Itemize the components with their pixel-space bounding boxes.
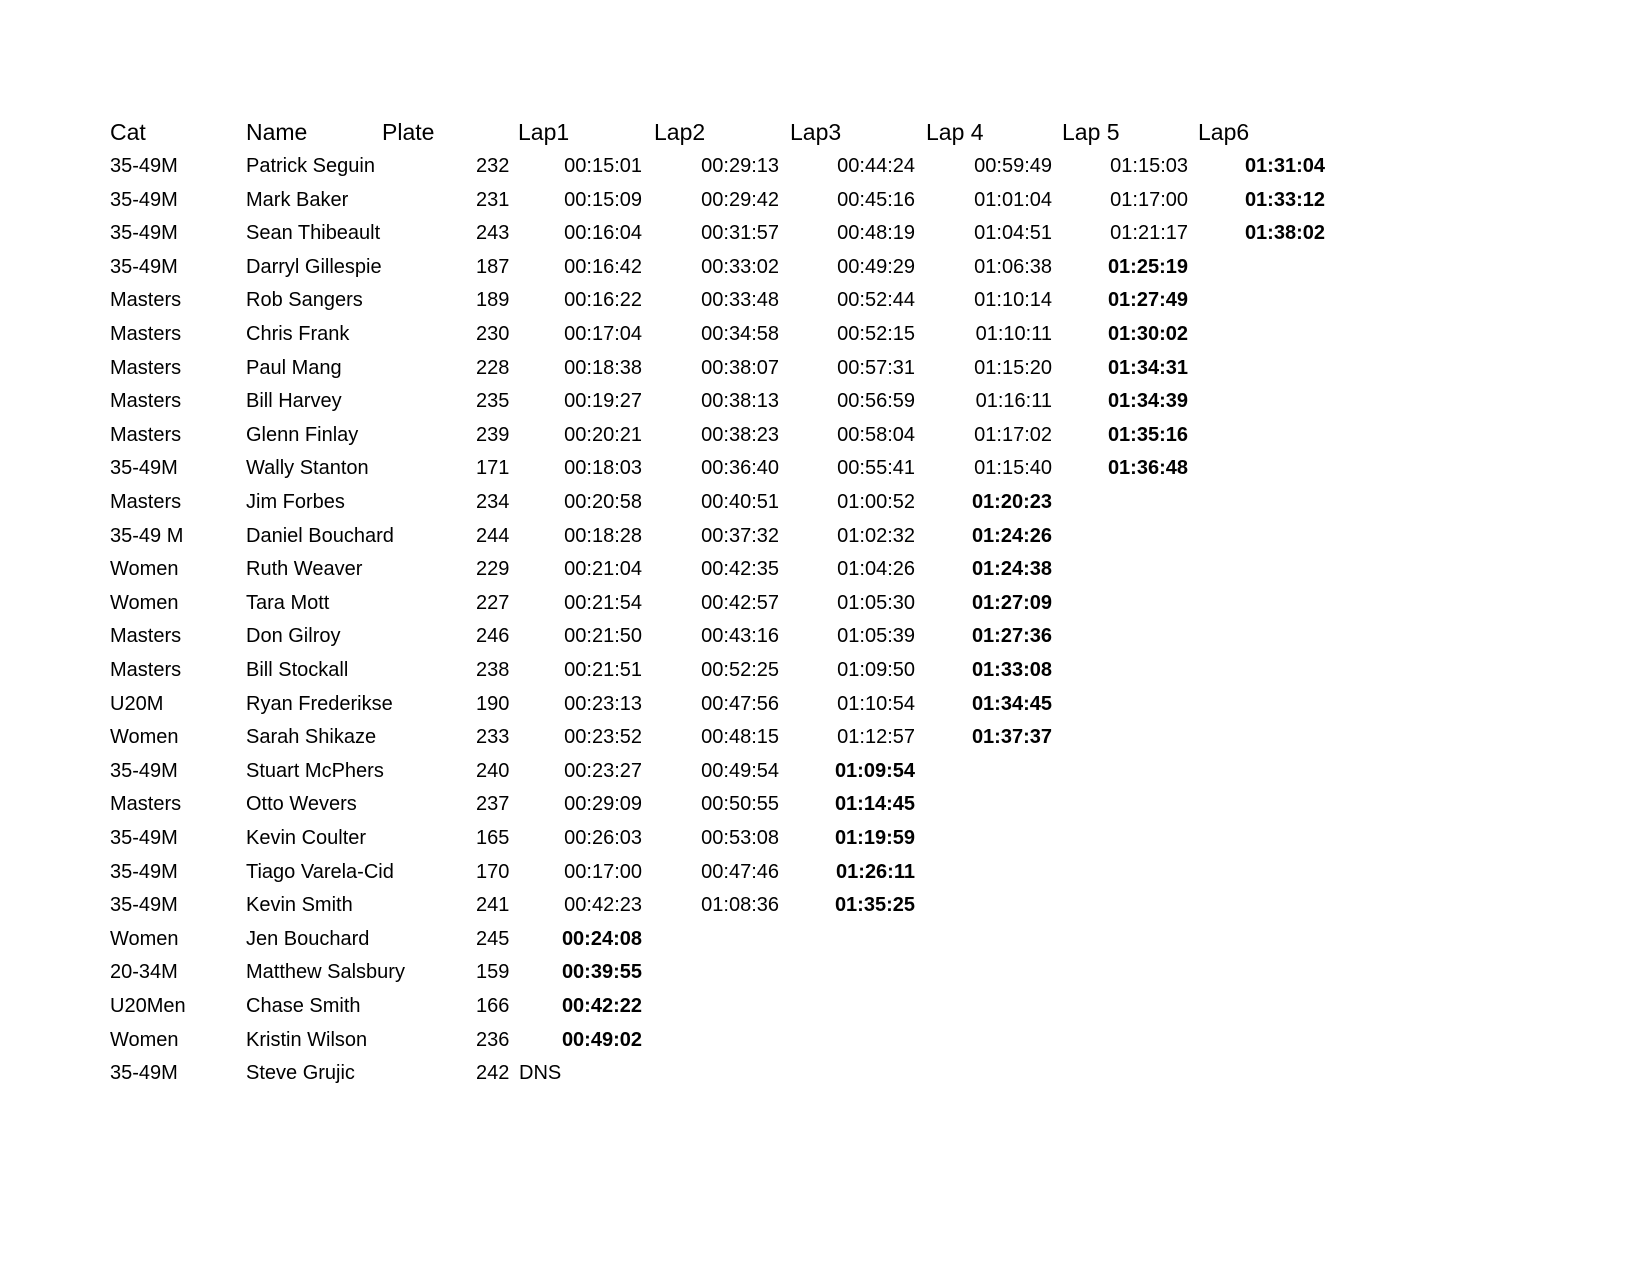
cell-final-time: 01:31:04	[1244, 155, 1325, 177]
cell-plate: 235	[476, 390, 510, 412]
cell-plate: 187	[476, 256, 510, 278]
cell-plate: 189	[476, 289, 510, 311]
cell-cat: Masters	[110, 323, 182, 345]
cell-lap-time: 00:34:58	[701, 323, 779, 345]
cell-lap-time: 01:10:54	[837, 693, 915, 715]
table-row	[0, 419, 1650, 452]
cell-final-time: 00:42:22	[561, 995, 642, 1017]
cell-plate: 239	[476, 424, 510, 446]
cell-name: Sarah Shikaze	[246, 726, 377, 748]
cell-plate: 236	[476, 1029, 510, 1051]
cell-cat: 35-49M	[110, 827, 178, 849]
cell-final-time: 01:27:36	[971, 625, 1052, 647]
cell-lap-time: 00:53:08	[701, 827, 779, 849]
table-row	[0, 822, 1650, 855]
cell-lap-time: 00:49:54	[701, 760, 779, 782]
cell-lap-time: 00:58:04	[837, 424, 915, 446]
cell-name: Matthew Salsbury	[246, 961, 405, 983]
cell-cat: Women	[110, 928, 179, 950]
cell-cat: Women	[110, 1029, 179, 1051]
cell-final-time: 01:20:23	[971, 491, 1052, 513]
cell-final-time: 01:09:54	[834, 760, 915, 782]
cell-lap-time: 00:48:15	[701, 726, 779, 748]
cell-lap-time: 01:15:40	[974, 457, 1052, 479]
cell-lap-time: 00:23:13	[564, 693, 642, 715]
cell-lap-time: 00:18:03	[564, 457, 642, 479]
cell-cat: Women	[110, 558, 179, 580]
cell-name: Ruth Weaver	[246, 558, 363, 580]
cell-lap-time: 00:42:57	[701, 592, 779, 614]
cell-plate: 234	[476, 491, 510, 513]
cell-plate: 165	[476, 827, 510, 849]
cell-lap-time: 00:42:35	[701, 558, 779, 580]
cell-cat: 35-49M	[110, 894, 178, 916]
cell-lap-time: 00:29:09	[564, 793, 642, 815]
cell-plate: 171	[476, 457, 510, 479]
cell-name: Kevin Smith	[246, 894, 353, 916]
cell-lap-time: 00:52:25	[701, 659, 779, 681]
cell-cat: 35-49M	[110, 760, 178, 782]
cell-name: Rob Sangers	[246, 289, 363, 311]
cell-final-time: 01:34:31	[1107, 357, 1188, 379]
table-row	[0, 788, 1650, 821]
cell-final-time: 01:27:09	[971, 592, 1052, 614]
cell-lap-time: 00:57:31	[837, 357, 915, 379]
cell-lap-time: 00:29:42	[701, 189, 779, 211]
cell-final-time: 01:34:39	[1107, 390, 1188, 412]
cell-plate: 170	[476, 861, 510, 883]
cell-cat: 35-49 M	[110, 525, 184, 547]
cell-status: DNS	[519, 1062, 562, 1084]
cell-lap-time: 00:29:13	[701, 155, 779, 177]
cell-lap-time: 00:26:03	[564, 827, 642, 849]
cell-cat: 35-49M	[110, 222, 178, 244]
table-row	[0, 620, 1650, 653]
cell-cat: 35-49M	[110, 256, 178, 278]
cell-lap-time: 00:23:27	[564, 760, 642, 782]
cell-plate: 245	[476, 928, 510, 950]
cell-lap-time: 00:52:44	[837, 289, 915, 311]
cell-lap-time: 01:09:50	[837, 659, 915, 681]
cell-lap-time: 00:37:32	[701, 525, 779, 547]
cell-lap-time: 00:38:13	[701, 390, 779, 412]
cell-lap-time: 00:18:28	[564, 525, 642, 547]
cell-final-time: 00:24:08	[561, 928, 642, 950]
cell-lap-time: 00:15:01	[564, 155, 642, 177]
cell-lap-time: 00:15:09	[564, 189, 642, 211]
cell-plate: 233	[476, 726, 510, 748]
cell-cat: Masters	[110, 424, 182, 446]
cell-cat: Women	[110, 592, 179, 614]
header-row	[0, 116, 1650, 149]
cell-final-time: 00:39:55	[561, 961, 642, 983]
cell-lap-time: 00:16:04	[564, 222, 642, 244]
table-row	[0, 1057, 1650, 1090]
cell-name: Daniel Bouchard	[246, 525, 394, 547]
header-name: Name	[246, 119, 308, 145]
cell-plate: 238	[476, 659, 510, 681]
cell-cat: 35-49M	[110, 1062, 178, 1084]
table-row	[0, 889, 1650, 922]
cell-final-time: 01:25:19	[1107, 256, 1188, 278]
cell-name: Glenn Finlay	[246, 424, 359, 446]
cell-name: Mark Baker	[246, 189, 349, 211]
cell-final-time: 01:34:45	[971, 693, 1052, 715]
header-plate: Plate	[382, 119, 435, 145]
cell-lap-time: 01:05:39	[837, 625, 915, 647]
cell-cat: Masters	[110, 289, 182, 311]
table-row	[0, 520, 1650, 553]
cell-lap-time: 00:42:23	[564, 894, 642, 916]
table-row	[0, 956, 1650, 989]
cell-lap-time: 01:04:51	[974, 222, 1052, 244]
cell-plate: 246	[476, 625, 510, 647]
table-row	[0, 856, 1650, 889]
cell-lap-time: 00:52:15	[837, 323, 915, 345]
cell-plate: 230	[476, 323, 510, 345]
cell-lap-time: 01:16:11	[975, 390, 1052, 412]
table-row	[0, 184, 1650, 217]
cell-cat: 20-34M	[110, 961, 178, 983]
table-row	[0, 990, 1650, 1023]
cell-lap-time: 01:17:00	[1110, 189, 1188, 211]
cell-plate: 190	[476, 693, 510, 715]
cell-plate: 227	[476, 592, 510, 614]
table-row	[0, 755, 1650, 788]
cell-lap-time: 00:19:27	[564, 390, 642, 412]
cell-lap-time: 00:21:04	[564, 558, 642, 580]
cell-final-time: 01:24:38	[971, 558, 1052, 580]
table-row	[0, 1024, 1650, 1057]
cell-lap-time: 00:48:19	[837, 222, 915, 244]
table-row	[0, 654, 1650, 687]
header-lap2: Lap2	[654, 119, 706, 145]
cell-name: Tara Mott	[246, 592, 330, 614]
cell-final-time: 01:30:02	[1107, 323, 1188, 345]
cell-cat: Masters	[110, 357, 182, 379]
cell-lap-time: 00:18:38	[564, 357, 642, 379]
table-row	[0, 217, 1650, 250]
cell-lap-time: 01:17:02	[974, 424, 1052, 446]
cell-lap-time: 01:00:52	[837, 491, 915, 513]
cell-lap-time: 00:47:56	[701, 693, 779, 715]
cell-lap-time: 00:21:50	[564, 625, 642, 647]
cell-name: Don Gilroy	[246, 625, 341, 647]
cell-name: Kevin Coulter	[246, 827, 367, 849]
cell-final-time: 01:38:02	[1244, 222, 1325, 244]
cell-plate: 231	[476, 189, 510, 211]
cell-name: Chase Smith	[246, 995, 361, 1017]
cell-final-time: 01:35:25	[834, 894, 915, 916]
cell-name: Kristin Wilson	[246, 1029, 368, 1051]
cell-lap-time: 00:21:51	[564, 659, 642, 681]
cell-lap-time: 01:05:30	[837, 592, 915, 614]
cell-cat: Masters	[110, 659, 182, 681]
cell-lap-time: 00:45:16	[837, 189, 915, 211]
cell-lap-time: 00:47:46	[701, 861, 779, 883]
cell-cat: 35-49M	[110, 155, 178, 177]
cell-lap-time: 01:21:17	[1110, 222, 1188, 244]
cell-plate: 232	[476, 155, 510, 177]
cell-lap-time: 01:02:32	[837, 525, 915, 547]
cell-lap-time: 00:16:22	[564, 289, 642, 311]
cell-final-time: 01:35:16	[1107, 424, 1188, 446]
cell-final-time: 01:24:26	[971, 525, 1052, 547]
cell-final-time: 01:36:48	[1107, 457, 1188, 479]
cell-cat: U20Men	[110, 995, 186, 1017]
cell-plate: 241	[476, 894, 510, 916]
cell-lap-time: 01:04:26	[837, 558, 915, 580]
table-row	[0, 553, 1650, 586]
table-row	[0, 284, 1650, 317]
table-row	[0, 385, 1650, 418]
cell-name: Sean Thibeault	[246, 222, 381, 244]
cell-cat: 35-49M	[110, 189, 178, 211]
cell-final-time: 01:33:12	[1244, 189, 1325, 211]
table-row	[0, 721, 1650, 754]
cell-lap-time: 00:31:57	[701, 222, 779, 244]
cell-cat: 35-49M	[110, 861, 178, 883]
table-row	[0, 923, 1650, 956]
cell-final-time: 01:14:45	[834, 793, 915, 815]
cell-lap-time: 00:38:07	[701, 357, 779, 379]
cell-cat: Masters	[110, 390, 182, 412]
cell-final-time: 01:19:59	[834, 827, 915, 849]
header-lap6: Lap6	[1198, 119, 1250, 145]
cell-final-time: 01:33:08	[971, 659, 1052, 681]
cell-name: Ryan Frederikse	[246, 693, 393, 715]
cell-plate: 243	[476, 222, 510, 244]
table-row	[0, 251, 1650, 284]
cell-plate: 242	[476, 1062, 510, 1084]
cell-name: Stuart McPhers	[246, 760, 384, 782]
cell-lap-time: 01:15:03	[1110, 155, 1188, 177]
table-row	[0, 688, 1650, 721]
cell-lap-time: 00:38:23	[701, 424, 779, 446]
cell-name: Chris Frank	[246, 323, 350, 345]
cell-plate: 228	[476, 357, 510, 379]
cell-lap-time: 00:56:59	[837, 390, 915, 412]
cell-name: Tiago Varela-Cid	[246, 861, 394, 883]
cell-name: Bill Stockall	[246, 659, 349, 681]
cell-cat: U20M	[110, 693, 164, 715]
cell-lap-time: 00:16:42	[564, 256, 642, 278]
cell-name: Bill Harvey	[246, 390, 342, 412]
cell-lap-time: 00:20:21	[564, 424, 642, 446]
table-row	[0, 587, 1650, 620]
cell-lap-time: 01:08:36	[701, 894, 779, 916]
cell-lap-time: 00:36:40	[701, 457, 779, 479]
cell-lap-time: 01:06:38	[974, 256, 1052, 278]
cell-cat: Masters	[110, 491, 182, 513]
table-row	[0, 150, 1650, 183]
cell-lap-time: 00:17:00	[564, 861, 642, 883]
table-row	[0, 318, 1650, 351]
cell-lap-time: 00:21:54	[564, 592, 642, 614]
cell-lap-time: 01:10:11	[975, 323, 1052, 345]
cell-lap-time: 01:01:04	[974, 189, 1052, 211]
cell-final-time: 01:37:37	[971, 726, 1052, 748]
cell-plate: 159	[476, 961, 510, 983]
cell-plate: 166	[476, 995, 510, 1017]
header-cat: Cat	[110, 119, 146, 145]
cell-name: Paul Mang	[246, 357, 342, 379]
cell-name: Otto Wevers	[246, 793, 357, 815]
cell-final-time: 01:27:49	[1107, 289, 1188, 311]
header-lap5: Lap 5	[1062, 119, 1120, 145]
cell-name: Darryl Gillespie	[246, 256, 382, 278]
cell-lap-time: 01:15:20	[974, 357, 1052, 379]
cell-cat: Women	[110, 726, 179, 748]
cell-name: Jen Bouchard	[246, 928, 370, 950]
cell-lap-time: 00:33:02	[701, 256, 779, 278]
cell-plate: 237	[476, 793, 510, 815]
cell-lap-time: 00:33:48	[701, 289, 779, 311]
cell-lap-time: 00:50:55	[701, 793, 779, 815]
table-row	[0, 486, 1650, 519]
cell-cat: Masters	[110, 625, 182, 647]
cell-cat: Masters	[110, 793, 182, 815]
header-lap3: Lap3	[790, 119, 842, 145]
cell-lap-time: 00:49:29	[837, 256, 915, 278]
cell-lap-time: 01:10:14	[974, 289, 1052, 311]
cell-plate: 244	[476, 525, 510, 547]
cell-final-time: 00:49:02	[561, 1029, 642, 1051]
cell-lap-time: 00:40:51	[701, 491, 779, 513]
cell-plate: 240	[476, 760, 510, 782]
table-row	[0, 452, 1650, 485]
cell-lap-time: 00:20:58	[564, 491, 642, 513]
cell-name: Wally Stanton	[246, 457, 369, 479]
cell-cat: 35-49M	[110, 457, 178, 479]
cell-name: Steve Grujic	[246, 1062, 355, 1084]
cell-name: Patrick Seguin	[246, 155, 375, 177]
cell-name: Jim Forbes	[246, 491, 345, 513]
cell-lap-time: 00:23:52	[564, 726, 642, 748]
cell-lap-time: 00:44:24	[837, 155, 915, 177]
cell-lap-time: 00:55:41	[837, 457, 915, 479]
cell-plate: 229	[476, 558, 510, 580]
cell-lap-time: 00:17:04	[564, 323, 642, 345]
header-lap1: Lap1	[518, 119, 570, 145]
cell-lap-time: 00:43:16	[701, 625, 779, 647]
table-row	[0, 352, 1650, 385]
cell-lap-time: 01:12:57	[837, 726, 915, 748]
cell-final-time: 01:26:11	[836, 861, 915, 883]
header-lap4: Lap 4	[926, 119, 984, 145]
cell-lap-time: 00:59:49	[974, 155, 1052, 177]
